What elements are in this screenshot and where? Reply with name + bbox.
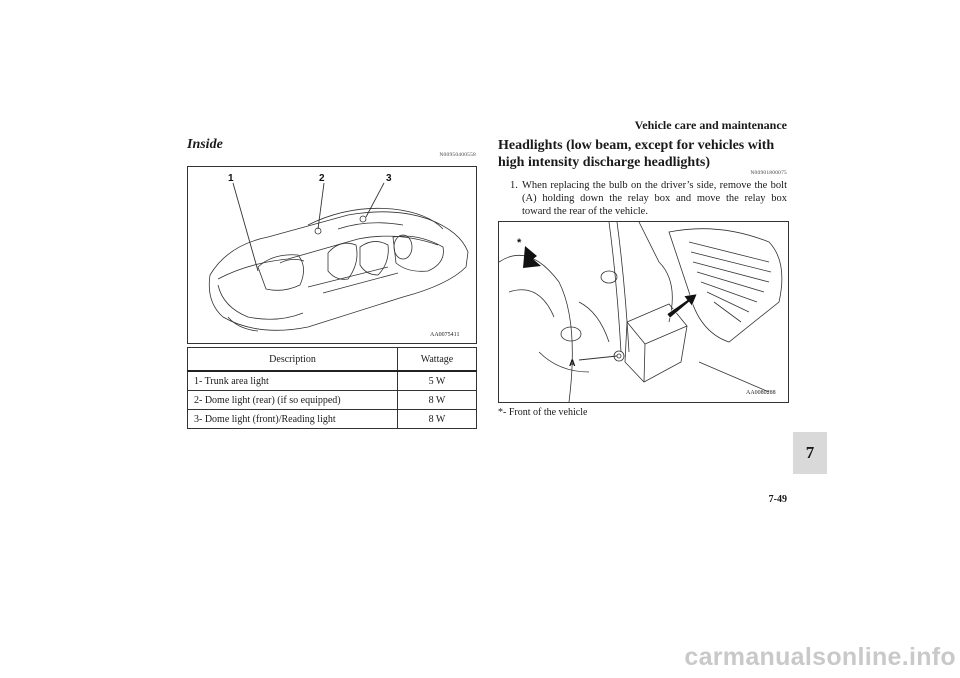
headlights-heading: Headlights (low beam, except for vehicles with high intensity discharge headlights) xyxy=(498,138,775,170)
callout-2: 2 xyxy=(319,173,325,184)
table-row xyxy=(188,410,477,429)
callout-1: 1 xyxy=(228,173,234,184)
inside-heading: Inside xyxy=(187,137,223,152)
car-interior-figure xyxy=(187,166,477,344)
table-row xyxy=(188,391,477,410)
description-header: Description xyxy=(188,348,398,372)
bulb-wattage-table xyxy=(187,347,477,429)
section-header: Vehicle care and maintenance xyxy=(634,118,787,132)
footnote: *- Front of the vehicle xyxy=(498,407,588,418)
row-description: 1- Trunk area light xyxy=(188,371,398,391)
bolt-marker-a: A xyxy=(569,358,576,368)
row-wattage: 5 W xyxy=(398,371,477,391)
step-text: When replacing the bulb on the driver’s side, remove the bolt (A) holding down the relay box and move the relay box toward the rear of the vehicle. xyxy=(522,180,787,217)
relay-figure-code: AA0080288 xyxy=(746,390,776,396)
table-header-row xyxy=(188,348,477,372)
row-wattage: 8 W xyxy=(398,410,477,429)
row-description: 3- Dome light (front)/Reading light xyxy=(188,410,398,429)
page-number: 7-49 xyxy=(768,494,787,505)
interior-figure-code: AA0075411 xyxy=(430,332,460,338)
row-description: 2- Dome light (rear) (if so equipped) xyxy=(188,391,398,410)
instruction-step xyxy=(498,179,787,218)
watermark: carmanualsonline.info xyxy=(684,643,956,671)
table-row xyxy=(188,371,477,391)
callout-3: 3 xyxy=(386,173,392,184)
car-interior-illustration xyxy=(188,167,476,343)
engine-bay-illustration xyxy=(499,222,788,402)
inside-doc-code: N00950400558 xyxy=(439,152,476,158)
star-marker: * xyxy=(517,237,522,249)
wattage-header: Wattage xyxy=(398,348,477,372)
step-number: 1. xyxy=(510,180,518,191)
headlights-doc-code: N00901800075 xyxy=(750,170,787,176)
row-wattage: 8 W xyxy=(398,391,477,410)
chapter-tab: 7 xyxy=(793,432,827,474)
relay-box-figure xyxy=(498,221,789,403)
